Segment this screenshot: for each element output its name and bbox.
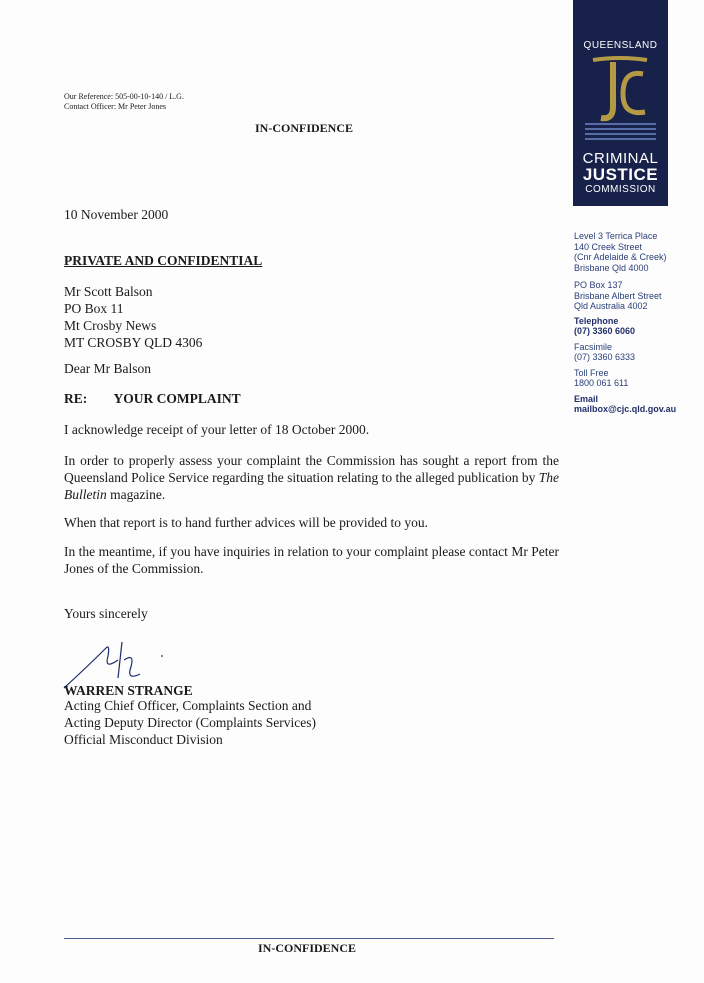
subject-line	[64, 390, 241, 407]
our-reference: Our Reference: 505-00-10-140 / L.G.	[64, 92, 184, 101]
contact-officer: Contact Officer: Mr Peter Jones	[64, 102, 167, 111]
publication-title: The Bulletin	[64, 470, 559, 502]
paragraph-3: When that report is to hand further advices will be provided to you.	[64, 515, 429, 530]
street-address: Level 3 Terrica Place 140 Creek Street (Cnr Adelaide & Creek) Brisbane Qld 4000	[574, 231, 667, 273]
reference-block	[64, 92, 184, 112]
facsimile: Facsimile (07) 3360 6333	[574, 341, 636, 362]
toll-free: Toll Free 1800 061 611	[574, 367, 629, 388]
email: Email mailbox@cjc.qld.gov.au	[574, 393, 677, 414]
logo-line2: JUSTICE	[582, 165, 659, 184]
cjc-emblem-icon	[573, 52, 668, 152]
re-subject: YOUR COMPLAINT	[113, 391, 241, 406]
signer-titles: Acting Chief Officer, Complaints Section and Acting Deputy Director (Complaints Services) Official Misconduct Division	[64, 698, 316, 747]
telephone: Telephone (07) 3360 6060	[574, 315, 636, 336]
private-heading: PRIVATE AND CONFIDENTIAL	[64, 253, 263, 268]
letter-date: 10 November 2000	[64, 207, 169, 222]
logo-line3: COMMISSION	[585, 184, 656, 195]
logo-state: QUEENSLAND	[583, 40, 658, 51]
salutation: Dear Mr Balson	[64, 361, 151, 376]
classification-header: IN-CONFIDENCE	[255, 121, 354, 135]
footer-rule	[64, 938, 554, 939]
contact-column	[574, 231, 676, 415]
signer-name: WARREN STRANGE	[64, 683, 193, 698]
recipient-address: Mr Scott Balson PO Box 11 Mt Crosby News MT CROSBY QLD 4306	[64, 284, 203, 350]
postal-address: PO Box 137 Brisbane Albert Street Qld Australia 4002	[574, 280, 662, 311]
logo-line1: CRIMINAL	[582, 150, 659, 167]
paragraph-1: I acknowledge receipt of your letter of 18 October 2000.	[64, 422, 370, 437]
classification-footer: IN-CONFIDENCE	[258, 941, 357, 955]
paragraph-4: In the meantime, if you have inquiries in relation to your complaint please contact Mr Peter Jones of the Commission.	[64, 544, 559, 576]
paragraph-2: In order to properly assess your complaint the Commission has sought a report from the Queensland Police Service regarding the situation relating to the alleged publication by The Bulletin magazine.	[64, 453, 559, 502]
re-label: RE:	[64, 391, 88, 406]
closing: Yours sincerely	[64, 606, 148, 621]
cjc-logo	[573, 0, 668, 206]
